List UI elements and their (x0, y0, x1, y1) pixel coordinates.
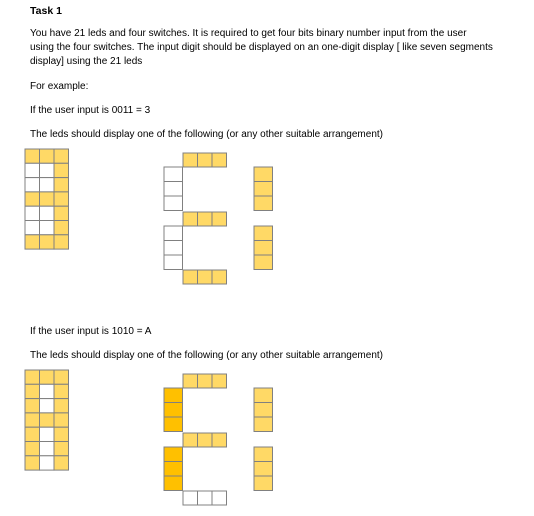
example2-matrix-led-r1-c1 (25, 370, 40, 384)
example2-seven-seg-c-led-2 (254, 462, 273, 477)
example1-matrix-led-r5-c2 (40, 206, 55, 220)
example1-matrix-led-r2-c1 (25, 163, 40, 177)
example2-seven-seg-c-led-1 (254, 447, 273, 462)
example1-matrix-led-r6-c3 (54, 221, 69, 235)
example2-matrix-led-r4-c3 (54, 413, 69, 427)
example1-seven-seg-b-led-3 (254, 196, 273, 211)
example1-seven-seg-f-led-2 (164, 182, 183, 197)
example1-matrix-led-r4-c2 (40, 192, 55, 206)
example2-matrix-led-r4-c2 (40, 413, 55, 427)
example1-seven-seg-a-led-1 (183, 153, 198, 167)
example2-matrix-led-r7-c3 (54, 456, 69, 470)
example1-seven-seg-c-led-3 (254, 255, 273, 270)
example2-seven-seg-e-led-3 (164, 476, 183, 491)
example1-matrix-led-r6-c2 (40, 221, 55, 235)
description-line-2: using the four switches. The input digit should be displayed on an one-digit display [ like seven segments (30, 42, 493, 53)
example1-matrix-led-r5-c3 (54, 206, 69, 220)
example2-matrix-led-r5-c2 (40, 427, 55, 441)
example1-matrix-led-r2-c3 (54, 163, 69, 177)
example2-matrix-led-r6-c2 (40, 442, 55, 456)
example1-seven-seg-c-led-1 (254, 226, 273, 241)
example1-seven-seg-f-led-3 (164, 196, 183, 211)
example2-seven-seg-c-led-3 (254, 476, 273, 491)
example1-seven-seg-c-led-2 (254, 241, 273, 256)
example2-display-text: The leds should display one of the following (or any other suitable arrangement) (30, 350, 383, 361)
example2-seven-seg-a-led-3 (212, 374, 227, 388)
example1-seven-seg-f-led-1 (164, 167, 183, 182)
example1-seven-seg-b-led-2 (254, 182, 273, 197)
example1-matrix-led-r3-c3 (54, 178, 69, 192)
example2-seven-seg-f-led-1 (164, 388, 183, 403)
example1-matrix-led-r3-c2 (40, 178, 55, 192)
example2-matrix-led-r7-c1 (25, 456, 40, 470)
description-line-3: display] using the 21 leds (30, 56, 143, 67)
example1-matrix-led-r7-c1 (25, 235, 40, 249)
example1-seven-seg-d-led-1 (183, 270, 198, 284)
example1-seven-seg-g-led-1 (183, 212, 198, 226)
example1-seven-seg-a-led-3 (212, 153, 227, 167)
example2-seven-seg-b-led-3 (254, 417, 273, 432)
example2-matrix-led-r3-c2 (40, 399, 55, 413)
example2-matrix-led-r1-c3 (54, 370, 69, 384)
task-title: Task 1 (30, 5, 62, 17)
example2-seven-seg-e-led-2 (164, 462, 183, 477)
example1-matrix-led-r1-c1 (25, 149, 40, 163)
example2-matrix-led-r3-c1 (25, 399, 40, 413)
example2-seven-seg-a-led-1 (183, 374, 198, 388)
example1-seven-seg-e-led-2 (164, 241, 183, 256)
example2-matrix-led-r7-c2 (40, 456, 55, 470)
example1-matrix-led-r7-c3 (54, 235, 69, 249)
example2-matrix-led-r2-c1 (25, 384, 40, 398)
example1-seven-seg-e-led-3 (164, 255, 183, 270)
example2-matrix-led-r5-c3 (54, 427, 69, 441)
example2-seven-seg-g-led-3 (212, 433, 227, 447)
example1-seven-seg-e-led-1 (164, 226, 183, 241)
example1-matrix-led-r1-c2 (40, 149, 55, 163)
example2-seven-seg-d-led-1 (183, 491, 198, 505)
example1-seven-seg-a-led-2 (198, 153, 213, 167)
example2-matrix-led-r5-c1 (25, 427, 40, 441)
example1-input-text: If the user input is 0011 = 3 (30, 105, 151, 116)
example2-seven-seg-b-led-1 (254, 388, 273, 403)
for-example-label: For example: (30, 81, 89, 92)
example2-seven-seg-d-led-2 (198, 491, 213, 505)
description-line-1: You have 21 leds and four switches. It is required to get four bits binary number input from the user (30, 28, 467, 39)
example2-seven-seg-b-led-2 (254, 403, 273, 418)
example1-seven-seg-g-led-2 (198, 212, 213, 226)
example2-matrix-led-r3-c3 (54, 399, 69, 413)
example2-matrix-led-r4-c1 (25, 413, 40, 427)
example1-matrix-led-r7-c2 (40, 235, 55, 249)
example1-matrix-led-r1-c3 (54, 149, 69, 163)
example2-seven-seg-g-led-1 (183, 433, 198, 447)
example2-seven-seg-f-led-2 (164, 403, 183, 418)
example1-matrix-led-r5-c1 (25, 206, 40, 220)
example1-matrix-led-r6-c1 (25, 221, 40, 235)
example1-seven-seg-b-led-1 (254, 167, 273, 182)
example2-seven-seg-a-led-2 (198, 374, 213, 388)
example2-seven-seg-g-led-2 (198, 433, 213, 447)
example2-matrix-led-r6-c3 (54, 442, 69, 456)
example2-seven-seg-e-led-1 (164, 447, 183, 462)
example1-matrix-led-r2-c2 (40, 163, 55, 177)
example1-seven-seg-d-led-2 (198, 270, 213, 284)
example2-input-text: If the user input is 1010 = A (30, 326, 152, 337)
example2-seven-seg-d-led-3 (212, 491, 227, 505)
example1-matrix-led-r4-c1 (25, 192, 40, 206)
example2-matrix-led-r2-c3 (54, 384, 69, 398)
example2-matrix-led-r1-c2 (40, 370, 55, 384)
example1-matrix-led-r4-c3 (54, 192, 69, 206)
example1-matrix-led-r3-c1 (25, 178, 40, 192)
example2-matrix-led-r2-c2 (40, 384, 55, 398)
example1-seven-seg-d-led-3 (212, 270, 227, 284)
example1-seven-seg-g-led-3 (212, 212, 227, 226)
example1-display-text: The leds should display one of the following (or any other suitable arrangement) (30, 129, 383, 140)
example2-matrix-led-r6-c1 (25, 442, 40, 456)
example2-seven-seg-f-led-3 (164, 417, 183, 432)
